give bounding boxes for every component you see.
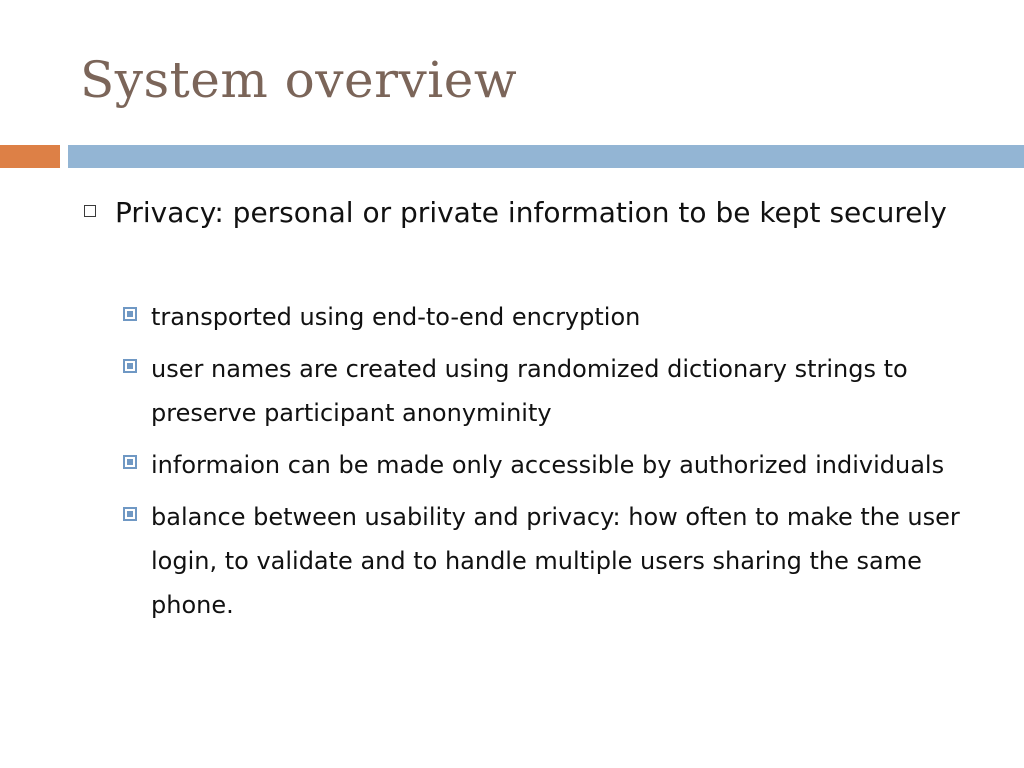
- main-bullet-text: Privacy: personal or private information to be kept securely: [115, 196, 947, 229]
- sub-bullet-text: transported using end-to-end encryption: [151, 303, 641, 331]
- square-bullet-icon: [123, 359, 137, 373]
- square-bullet-icon: [123, 307, 137, 321]
- sub-bullet-item: [0, 295, 1024, 339]
- hollow-square-bullet-icon: [84, 205, 96, 217]
- square-bullet-icon: [123, 455, 137, 469]
- square-bullet-icon: [123, 507, 137, 521]
- sub-bullet-list: [0, 295, 1024, 635]
- title-accent-bar: [0, 145, 60, 168]
- sub-bullet-text: informaion can be made only accessible by authorized individuals: [151, 451, 945, 479]
- sub-bullet-text: user names are created using randomized dictionary strings to preserve participant anonyminity: [151, 355, 908, 427]
- sub-bullet-text: balance between usability and privacy: how often to make the user login, to validate and to handle multiple users sharing the same phone.: [151, 503, 960, 619]
- slide-title: System overview: [80, 51, 518, 109]
- sub-bullet-item: [0, 347, 1024, 435]
- sub-bullet-item: [0, 495, 1024, 627]
- title-divider-bar: [68, 145, 1024, 168]
- sub-bullet-item: [0, 443, 1024, 487]
